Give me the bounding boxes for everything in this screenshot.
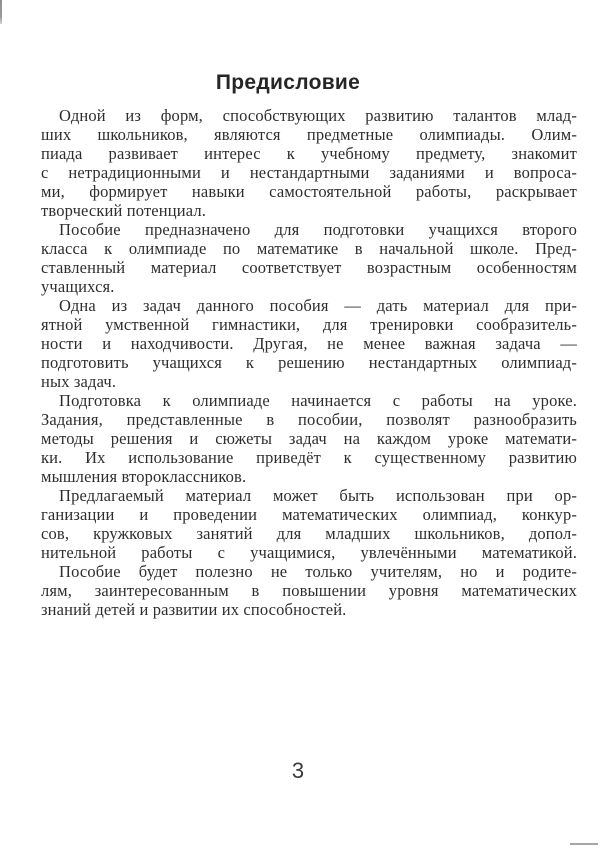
text-line: Одна из задач данного пособия — дать материал для при- [59,296,577,315]
text-line: творческий потенциал. [41,201,206,220]
text-line: ятной умственной гимнастики, для тренировки сообразитель- [41,315,577,334]
text-line: ганизации и проведении математических олимпиад, конкур- [41,505,577,524]
text-line: ных задач. [41,372,117,391]
text-line: нительной работы с учащимися, увлечёнными математикой. [41,543,577,562]
paragraph [41,106,577,220]
paragraph [41,562,577,619]
text-line: Предлагаемый материал может быть использован при ор- [59,486,577,505]
text-line: мышления второклассников. [41,467,247,486]
scan-artifact-bottom-right [570,843,598,845]
paragraph [41,220,577,296]
body-text [41,106,577,619]
page-title: Предисловие [215,71,361,94]
text-line: пиада развивает интерес к учебному предмету, знакомит [41,144,577,163]
paragraph [41,486,577,562]
text-line: ки. Их использование приведёт к существенному развитию [41,448,577,467]
text-line: Пособие будет полезно не только учителям, но и родите- [59,562,577,581]
text-line: Подготовка к олимпиаде начинается с работы на уроке. [59,391,577,410]
text-line: ми, формирует навыки самостоятельной работы, раскрывает [41,182,577,201]
text-line: лям, заинтересованным в повышении уровня математических [41,581,577,600]
paragraph [41,391,577,486]
text-line: класса к олимпиаде по математике в начальной школе. Пред- [41,239,577,258]
page-number: 3 [291,758,305,783]
scan-artifact-top-left [0,0,2,24]
text-line: ставленный материал соответствует возрастным особенностям [41,258,577,277]
text-line: ших школьников, являются предметные олимпиады. Олим- [41,125,577,144]
text-line: с нетрадиционными и нестандартными заданиями и вопроса- [41,163,577,182]
text-line: знаний детей и развитии их способностей. [41,600,347,619]
text-line: Пособие предназначено для подготовки учащихся второго [59,220,577,239]
text-line: Задания, представленные в пособии, позволят разнообразить [41,410,577,429]
text-line: учащихся. [41,277,115,296]
text-line: подготовить учащихся к решению нестандартных олимпиад- [41,353,577,372]
text-line: сов, кружковых занятий для младших школьников, допол- [41,524,577,543]
text-line: ности и находчивости. Другая, не менее важная задача — [41,334,577,353]
paragraph [41,296,577,391]
text-line: Одной из форм, способствующих развитию талантов млад- [59,106,577,125]
text-line: методы решения и сюжеты задач на каждом уроке математи- [41,429,577,448]
